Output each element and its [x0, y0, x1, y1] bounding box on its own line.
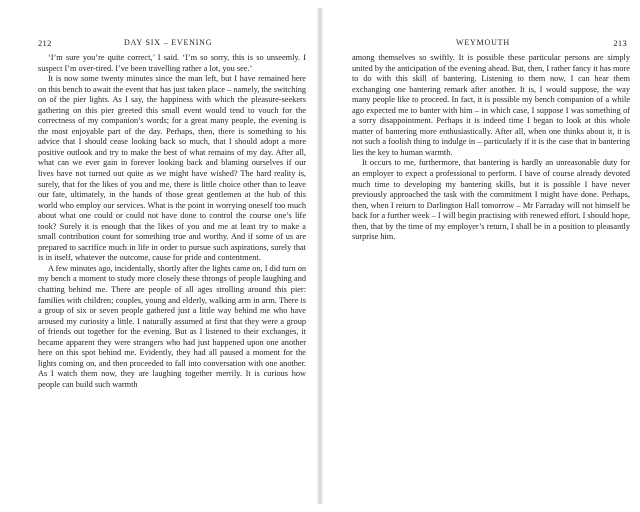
left-page [0, 0, 318, 512]
left-running-head [38, 38, 303, 50]
right-running-title: WEYMOUTH [456, 38, 510, 47]
left-paragraph-1: ‘I’m sure you’re quite correct,’ I said. ‘I’m so sorry, this is so unseemly. I suspect I’m over-tired. I’ve been travelling rather a lot, you see.’ [38, 53, 306, 73]
right-running-head [352, 38, 627, 50]
right-paragraph-1: among themselves so swiftly. It is possible these particular persons are simply united by the anticipation of the evening ahead. But, then, I rather fancy it has more to do with this skill of bantering. Listening to them now, I can hear them exchanging one bantering remark after another. It is, I would suppose, the way many people like to proceed. In fact, it is possible my bench companion of a while ago expected me to banter with him – in which case, I suppose I was something of a sorry disappointment. Perhaps it is indeed time I began to look at this whole matter of bantering more enthusiastically. After all, when one thinks about it, it is not such a foolish thing to indulge in – particularly if it is the case that in bantering lies the key to human warmth. [352, 53, 630, 157]
right-page-number: 213 [613, 38, 627, 48]
left-running-title: DAY SIX – EVENING [124, 38, 213, 47]
left-page-text [38, 53, 306, 391]
right-page-text [352, 53, 630, 243]
left-page-number: 212 [38, 38, 52, 48]
left-paragraph-2: It is now some twenty minutes since the man left, but I have remained here on this bench to await the event that has just taken place – namely, the switching on of the pier lights. As I say, the happiness with which the pleasure-seekers gathering on this pier greeted this small event would tend to vouch for the correctness of my companion’s words; for a great many people, the evening is the most enjoyable part of the day. Perhaps, then, there is something to his advice that I should cease looking back so much, that I should adopt a more positive outlook and try to make the best of what remains of my day. After all, what can we ever gain in forever looking back and blaming ourselves if our lives have not turned out quite as we might have wished? The hard reality is, surely, that for the likes of you and me, there is little choice other than to leave our fate, ultimately, in the hands of those great gentlemen at the hub of this world who employ our services. What is the point in worrying oneself too much about what one could or could not have done to control the course one’s life took? Surely it is enough that the likes of you and me at least try to make a small contribution count for something true and worthy. And if some of us are prepared to sacrifice much in life in order to pursue such aspirations, surely that is in itself, whatever the outcome, cause for pride and contentment. [38, 74, 306, 263]
left-paragraph-3: A few minutes ago, incidentally, shortly after the lights came on, I did turn on my bench a moment to study more closely these throngs of people laughing and chatting behind me. There are people of all ages strolling around this pier: families with children; couples, young and elderly, walking arm in arm. There is a group of six or seven people gathered just a little way behind me who have aroused my curiosity a little. I naturally assumed at first that they were a group of friends out together for the evening. But as I listened to their exchanges, it became apparent they were strangers who had just happened upon one another here on this spot behind me. Evidently, they had all paused a moment for the lights coming on, and then proceeded to fall into conversation with one another. As I watch them now, they are laughing together merrily. It is curious how people can build such warmth [38, 263, 306, 389]
right-paragraph-2: It occurs to me, furthermore, that bantering is hardly an unreasonable duty for an employer to expect a professional to perform. I have of course already devoted much time to developing my bantering skills, but it is possible I have never previously approached the task with the commitment I might have done. Perhaps, then, when I return to Darlington Hall tomorrow – Mr Farraday will not himself be back for a further week – I will begin practising with renewed effort. I should hope, then, that by the time of my employer’s return, I shall be in a position to pleasantly surprise him. [352, 158, 630, 242]
right-page [322, 0, 640, 512]
